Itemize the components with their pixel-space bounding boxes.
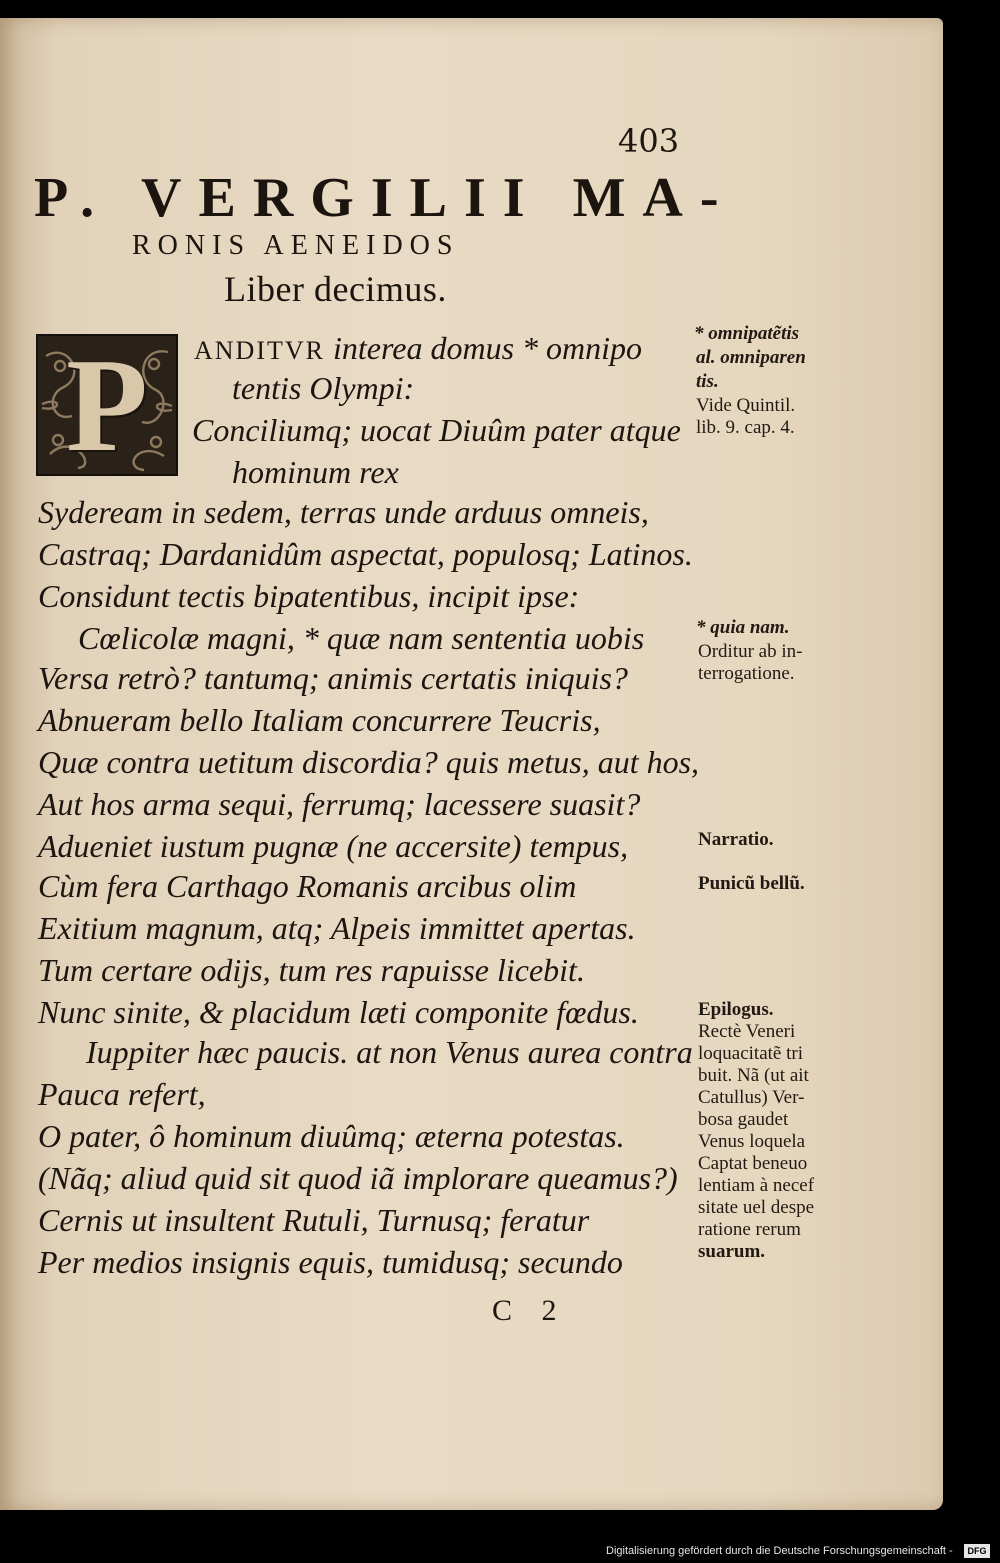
page-number: 403 [618, 122, 680, 160]
verse-line: Considunt tectis bipatentibus, incipit ipse: [38, 578, 580, 614]
verse-line: Pauca refert, [38, 1076, 206, 1112]
title-line-3: Liber decimus. [224, 269, 447, 309]
marginal-note: bosa gaudet [698, 1109, 789, 1130]
book-page [0, 18, 943, 1510]
marginal-note: sitate uel despe [698, 1197, 815, 1218]
marginal-note: Venus loquela [698, 1131, 806, 1152]
verse-line: Cùm fera Carthago Romanis arcibus olim [38, 868, 577, 904]
marginal-note: Rectè Veneri [698, 1021, 796, 1042]
verse-line: tentis Olympi: [232, 370, 415, 406]
dfg-logo-icon: DFG [964, 1544, 990, 1558]
marginal-note: Punicũ bellũ. [698, 873, 805, 894]
marginal-note: Captat beneuo [698, 1153, 808, 1174]
marginal-note: tis. [696, 371, 719, 392]
verse-line: (Nãq; aliud quid sit quod iã implorare queamus?) [38, 1160, 678, 1196]
verse-line: Sydeream in sedem, terras unde arduus omneis, [38, 494, 649, 530]
verse-line: Abnueram bello Italiam concurrere Teucris, [38, 702, 601, 738]
verse-line: Castraq; Dardanidûm aspectat, populosq; Latinos. [38, 536, 693, 572]
verse-line: Iuppiter hæc paucis. at non Venus aurea contra [86, 1034, 693, 1070]
signature-mark: C 2 [492, 1294, 557, 1327]
verse-line: Tum certare odijs, tum res rapuisse licebit. [38, 952, 585, 988]
marginal-note: loquacitatẽ tri [698, 1043, 803, 1064]
marginal-note: lib. 9. cap. 4. [696, 417, 795, 438]
verse-line: Versa retrò? tantumq; animis certatis iniquis? [38, 660, 628, 696]
marginal-note: Epilogus. [698, 999, 774, 1020]
marginal-note: suarum. [698, 1241, 766, 1262]
marginal-note: Catullus) Ver- [698, 1087, 805, 1108]
verse-line: hominum rex [232, 454, 399, 490]
verse-line: Nunc sinite, & placidum læti componite fœdus. [38, 994, 639, 1030]
marginal-note: al. omniparen [696, 347, 806, 368]
verse-line: Cœlicolæ magni, * quæ nam sententia uobis [78, 620, 645, 656]
verse-line: ANDITVR interea domus * omnipo [194, 330, 643, 366]
digitization-credit: Digitalisierung gefördert durch die Deutsche Forschungsgemeinschaft - [606, 1545, 953, 1557]
title-line-2: RONIS AENEIDOS [132, 230, 460, 261]
verse-line: O pater, ô hominum diuûmq; æterna potestas. [38, 1118, 625, 1154]
marginal-note: lentiam à necef [698, 1175, 815, 1196]
verse-line: Conciliumq; uocat Diuûm pater atque [192, 412, 681, 448]
verse-line: Per medios insignis equis, tumidusq; secundo [38, 1244, 623, 1280]
marginal-note: Orditur ab in- [698, 641, 803, 662]
verse-line: Quæ contra uetitum discordia? quis metus, aut hos, [38, 744, 700, 780]
verse-line: Aut hos arma sequi, ferrumq; lacessere suasit? [38, 786, 641, 822]
marginal-note: * quia nam. [696, 617, 790, 638]
marginal-note: buit. Nã (ut ait [698, 1065, 809, 1086]
marginal-note: Vide Quintil. [696, 395, 796, 416]
marginal-note: terrogatione. [698, 663, 795, 684]
verse-line: Exitium magnum, atq; Alpeis immittet apertas. [38, 910, 636, 946]
marginal-note: Narratio. [698, 829, 774, 850]
initial-letter: P [66, 331, 148, 479]
verse-line: Adueniet iustum pugnæ (ne accersite) tempus, [38, 828, 629, 864]
ornamental-initial-icon [36, 331, 178, 479]
marginal-note: ratione rerum [698, 1219, 801, 1240]
title-line-1: P. VERGILII MA- [34, 167, 736, 229]
marginal-note: * omnipatẽtis [694, 323, 800, 344]
verse-line: Cernis ut insultent Rutuli, Turnusq; feratur [38, 1202, 590, 1238]
